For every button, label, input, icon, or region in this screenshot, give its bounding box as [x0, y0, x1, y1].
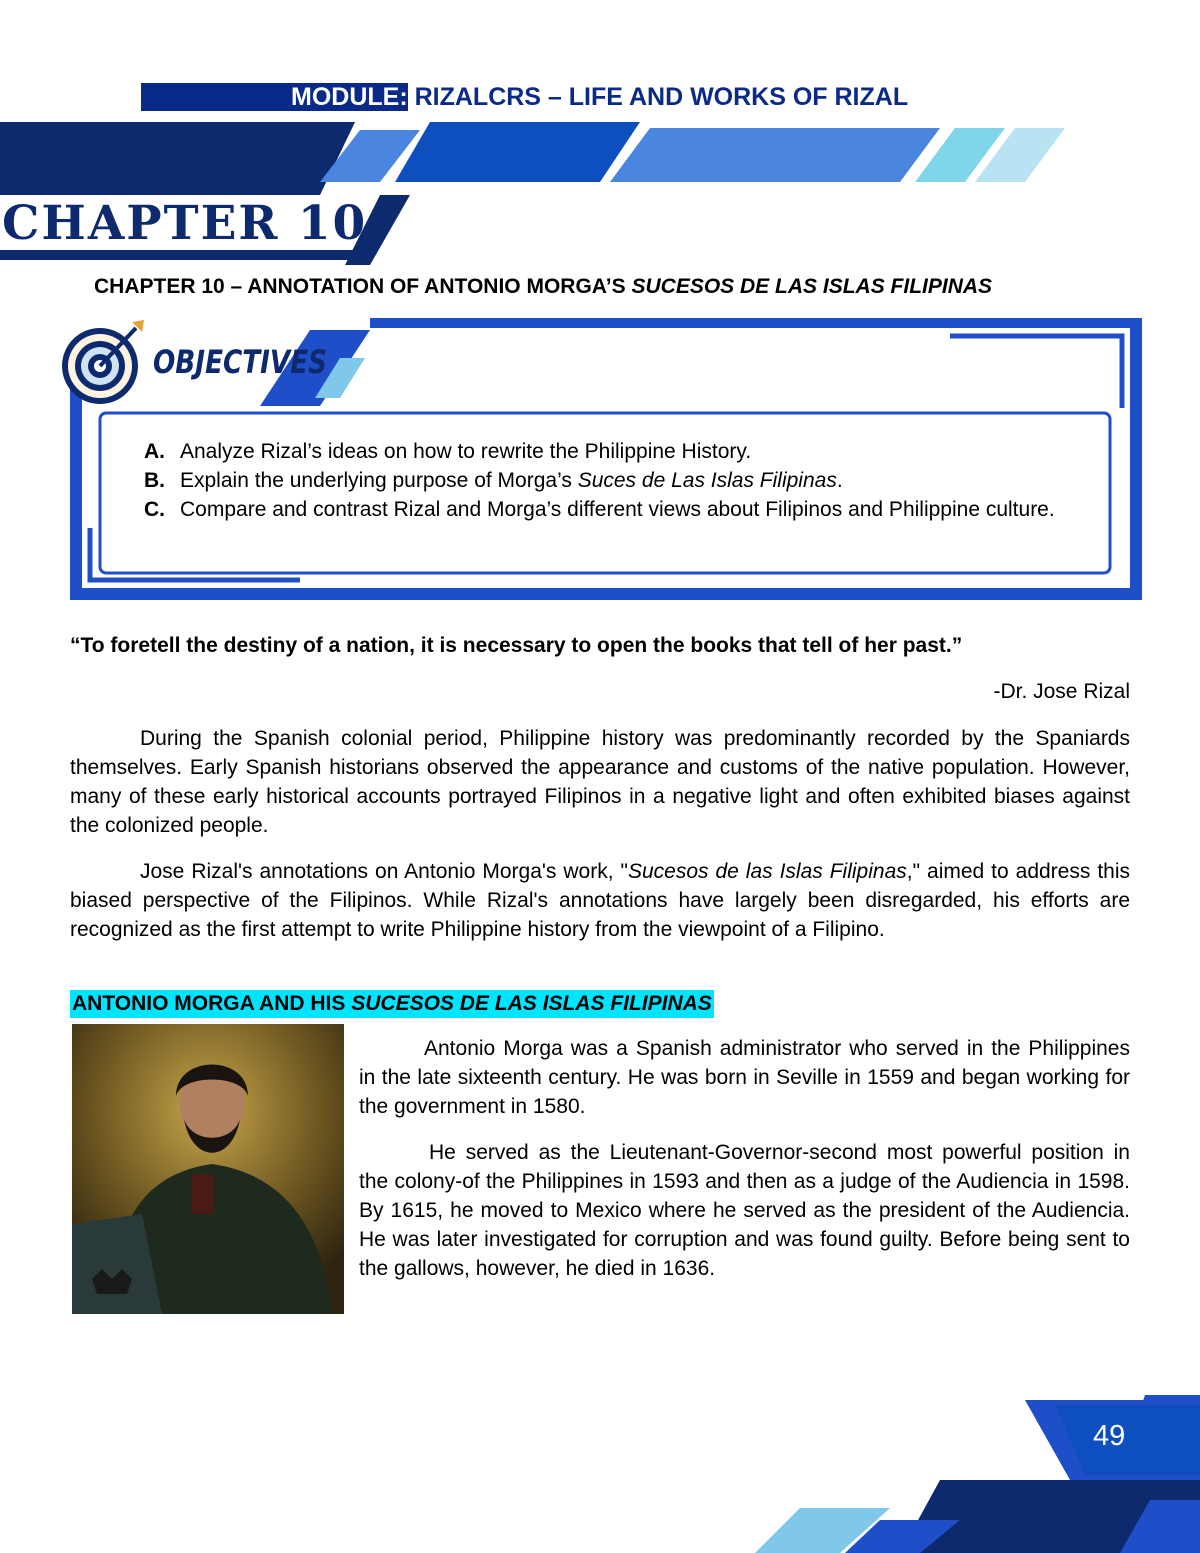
module-header — [141, 81, 934, 113]
paragraph-text: Antonio Morga was a Spanish administrator who served in the Philippines in the late sixteenth century. He was born in Seville in 1559 and began working for the government in 1580. — [359, 1037, 1130, 1118]
objective-letter: A. — [144, 440, 165, 463]
objective-text-end: . — [836, 469, 843, 492]
paragraph-text: During the Spanish colonial period, Philippine history was predominantly recorded by the Spaniards themselves. Early Spanish historians observed the appearance and customs of the native population. However, many of these early historical accounts portrayed Filipinos in a negative light and often exhibited biases against the colonized people. — [70, 727, 1130, 837]
objective-letter: C. — [144, 498, 165, 521]
quote-author: -Dr. Jose Rizal — [993, 680, 1130, 703]
morga-paragraph-2 — [359, 1138, 1130, 1283]
body-paragraph-1 — [70, 724, 1130, 840]
antonio-morga-portrait — [72, 1024, 344, 1314]
paragraph-text: He served as the Lieutenant-Governor-second most powerful position in the colony-of the Philippines in 1593 and then as a judge of the Audiencia in 1598. By 1615, he moved to Mexico where he served as the president of the Audiencia. He was later investigated for corruption and was found guilty. Before being sent to the gallows, however, he died in 1636. — [359, 1141, 1130, 1280]
paragraph-text-end: ," aimed to address this biased perspective of the Filipinos. While Rizal's annotations have largely been disregarded, his efforts are recognized as the first attempt to write Philippine history from the viewpoint of a Filipino. — [70, 860, 1131, 941]
objective-text: Compare and contrast Rizal and Morga’s different views about Filipinos and Philippine culture. — [180, 498, 1055, 521]
morga-paragraph-1 — [359, 1034, 1130, 1121]
target-icon — [58, 318, 148, 408]
section-heading-italic: SUCESOS DE LAS ISLAS FILIPINAS — [351, 992, 712, 1015]
chapter-title: CHAPTER 10 — [2, 196, 368, 251]
rizal-quote: “To foretell the destiny of a nation, it is necessary to open the books that tell of her past.” — [70, 634, 963, 657]
subtitle-text: CHAPTER 10 – ANNOTATION OF ANTONIO MORGA’S — [94, 275, 632, 298]
module-title: RIZALCRS – LIFE AND WORKS OF RIZAL — [407, 83, 909, 111]
objectives-label: OBJECTIVES — [153, 343, 328, 381]
section-heading — [70, 990, 714, 1018]
chapter-subtitle — [94, 275, 992, 299]
objective-item-a — [144, 437, 1108, 466]
module-label: MODULE: — [141, 83, 408, 111]
objective-text: Rizal’s ideas on how to rewrite the Philippine History. — [254, 440, 752, 463]
body-paragraph-2 — [70, 857, 1130, 944]
subtitle-italic: SUCESOS DE LAS ISLAS FILIPINAS — [631, 275, 993, 298]
objective-italic: Suces de Las Islas Filipinas — [577, 469, 837, 492]
page-number: 49 — [1093, 1420, 1126, 1452]
objective-item-c — [144, 495, 1108, 524]
footer-decoration — [0, 1380, 1200, 1553]
objective-item-b — [144, 466, 1108, 495]
paragraph-text: Jose Rizal's annotations on Antonio Morga's work, " — [140, 860, 628, 883]
section-heading-text: ANTONIO MORGA AND HIS — [72, 992, 352, 1015]
objective-letter: B. — [144, 469, 165, 492]
objective-keyword: Analyze — [180, 440, 255, 463]
paragraph-italic: Sucesos de las Islas Filipinas — [627, 860, 907, 883]
objective-text: Explain the underlying purpose of Morga’s — [180, 469, 578, 492]
